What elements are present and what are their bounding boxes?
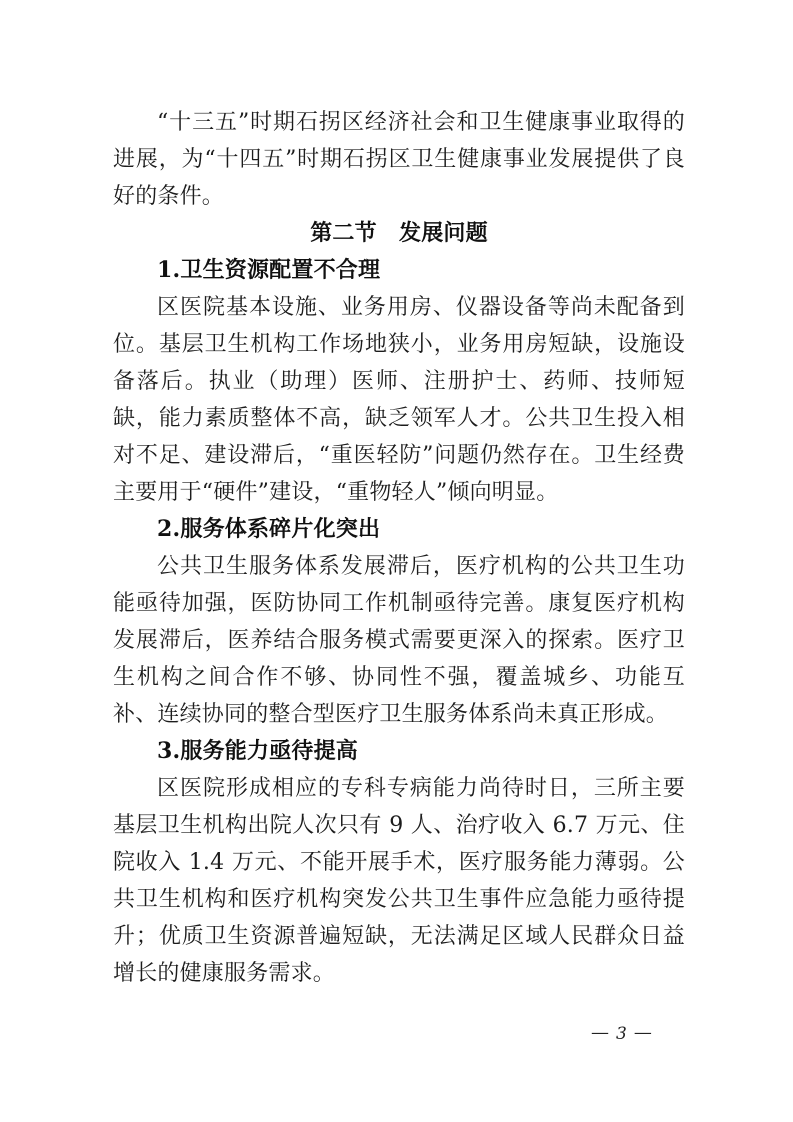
subsection-1-body: 区医院基本设施、业务用房、仪器设备等尚未配备到位。基层卫生机构工作场地狭小，业务用房短缺，设施设备落后。执业（助理）医师、注册护士、药师、技师短缺，能力素质整体不高，缺乏领军人才。公共卫生投入相对不足、建设滞后，“重医轻防”问题仍然存在。卫生经费主要用于“硬件”建设，“重物轻人”倾向明显。: [113, 295, 685, 505]
subsection-2-body: 公共卫生服务体系发展滞后，医疗机构的公共卫生功能亟待加强，医防协同工作机制亟待完善。康复医疗机构发展滞后，医养结合服务模式需要更深入的探索。医疗卫生机构之间合作不够、协同性不强，覆盖城乡、功能互补、连续协同的整合型医疗卫生服务体系尚未真正形成。: [113, 554, 685, 727]
subsection-1-heading: 1.卫生资源配置不合理: [157, 257, 381, 283]
section-heading: 第二节 发展问题: [310, 220, 488, 246]
footer-dash-right: —: [633, 1022, 652, 1043]
page-footer: [591, 1023, 652, 1043]
page-content: [113, 104, 685, 992]
intro-paragraph: “十三五”时期石拐区经济社会和卫生健康事业取得的进展，为“十四五”时期石拐区卫生健康事业发展提供了良好的条件。: [113, 110, 685, 209]
subsection-3-heading: 3.服务能力亟待提高: [157, 738, 358, 764]
footer-dash-left: —: [591, 1022, 609, 1043]
page-number: 3: [616, 1024, 627, 1044]
subsection-3-body: 区医院形成相应的专科专病能力尚待时日，三所主要基层卫生机构出院人次只有 9 人、治疗收入 6.7 万元、住院收入 1.4 万元、不能开展手术，医疗服务能力薄弱。公共卫生机构和医疗机构突发公共卫生事件应急能力亟待提升；优质卫生资源普遍短缺，无法满足区域人民群众日益增长的健康服务需求。: [113, 776, 685, 986]
subsection-2-heading: 2.服务体系碎片化突出: [157, 516, 381, 542]
